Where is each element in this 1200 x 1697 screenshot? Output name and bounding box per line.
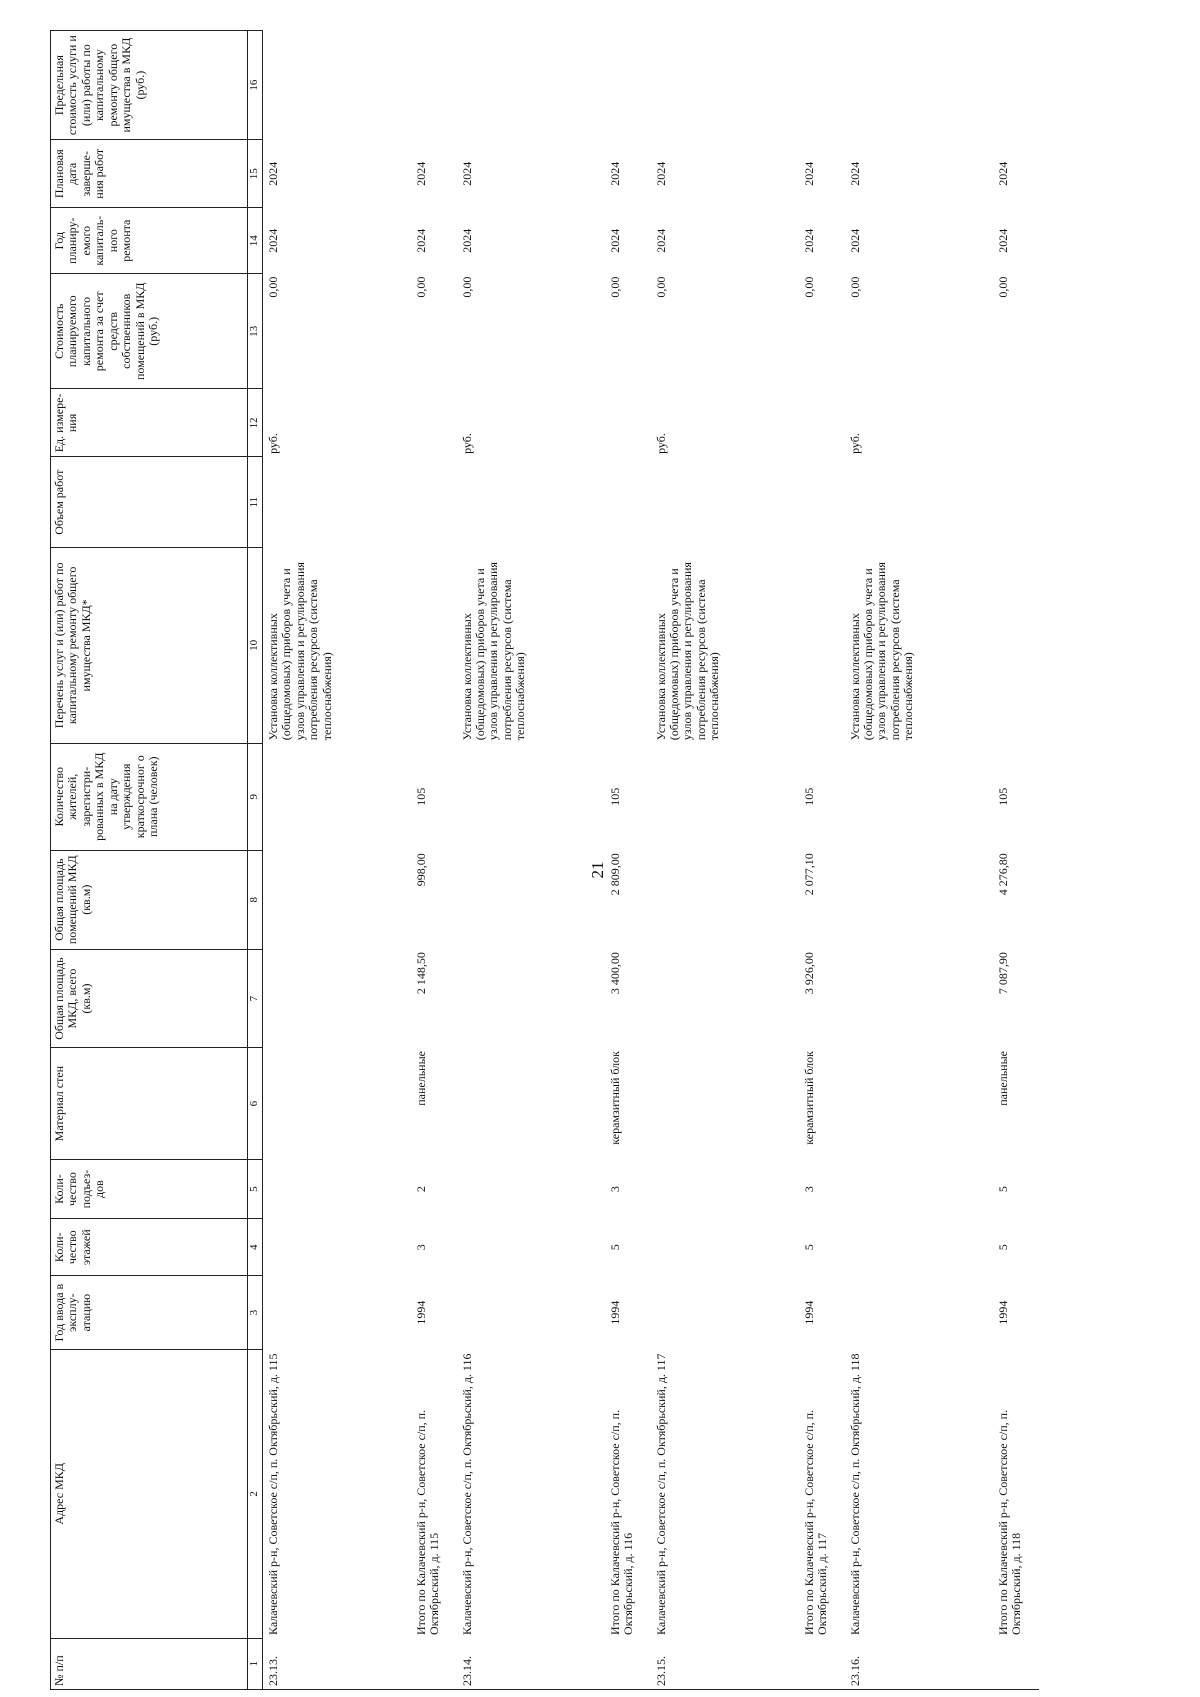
row-number: 23.13. [263,1638,413,1689]
empty-cell [413,389,457,457]
header-volume: Объем работ [51,457,248,548]
row-volume [457,457,607,548]
row-cost: 0,00 [653,276,668,298]
row-works: Установка коллективных (общедомовых) приборов учета и узлов управления и регулирования потребления ресурсов (система теплоснабжения) [459,562,528,741]
empty-cell [457,949,607,1048]
row-works: Установка коллективных (общедомовых) приборов учета и узлов управления и регулирования потребления ресурсов (система теплоснабжения) [653,562,722,741]
header-repair-year: Год планиру-емого капиталь-ного ремонта [51,208,248,274]
row-cost: 0,00 [847,276,862,298]
col-number: 8 [248,850,263,949]
empty-cell [651,1159,801,1219]
empty-cell [607,31,651,140]
col-number: 9 [248,743,263,850]
header-unit: Ед. измере-ния [51,389,248,457]
empty-cell [801,457,845,548]
row-repair-year: 2024 [653,228,668,253]
empty-cell [845,949,995,1048]
header-works: Перечень услуг и (или) работ по капитальному ремонту общего имущества МКД* [51,548,248,744]
table-body [263,31,1039,1690]
table-row-item [457,31,607,1690]
empty-cell [651,1276,801,1350]
header-row [51,31,248,1690]
total-end-date: 2024 [413,161,428,186]
empty-cell [263,1159,413,1219]
empty-cell [995,1638,1039,1689]
row-repair-year: 2024 [459,228,474,253]
col-number: 16 [248,31,263,140]
empty-cell [263,949,413,1048]
empty-cell [801,548,845,744]
total-area-premises: 2 809,00 [607,853,622,896]
empty-cell [801,1638,845,1689]
empty-cell [607,548,651,744]
total-wall-material: керамзитный блок [607,1051,622,1145]
empty-cell [995,389,1039,457]
row-end-date: 2024 [847,161,862,186]
table-row-total [995,31,1039,1690]
total-repair-year: 2024 [995,228,1010,253]
empty-cell [263,1048,413,1159]
empty-cell [457,1048,607,1159]
row-volume [845,457,995,548]
empty-cell [457,743,607,850]
total-entrances: 2 [413,1186,428,1193]
empty-cell [651,949,801,1048]
total-area-total: 3 400,00 [607,952,622,995]
row-max-cost [651,31,801,140]
column-number-row [248,31,263,1690]
row-max-cost [845,31,995,140]
total-label: Итого по Калачевский р-н, Советское с/п, п. Октябрьский, д. 116 [607,1409,635,1636]
row-end-date: 2024 [266,161,280,186]
row-address: Калачевский р-н, Советское с/п, п. Октябрьский, д. 118 [847,1353,862,1636]
total-entrances: 5 [995,1186,1010,1193]
total-label: Итого по Калачевский р-н, Советское с/п, п. Октябрьский, д. 118 [995,1409,1023,1636]
col-number: 5 [248,1159,263,1219]
row-works: Установка коллективных (общедомовых) приборов учета и узлов управления и регулирования потребления ресурсов (система теплоснабжения) [847,562,916,741]
col-number: 3 [248,1276,263,1350]
total-repair-year: 2024 [801,228,816,253]
empty-cell [845,1219,995,1276]
total-cost: 0,00 [995,276,1010,298]
row-volume [651,457,801,548]
total-repair-year: 2024 [413,228,428,253]
total-residents: 105 [413,787,428,806]
total-area-premises: 2 077,10 [801,853,816,896]
col-number: 13 [248,274,263,389]
total-residents: 105 [995,787,1010,806]
empty-cell [995,548,1039,744]
header-end-date: Плановая дата заверше-ния работ [51,140,248,208]
row-max-cost [263,31,413,140]
empty-cell [263,1276,413,1350]
total-wall-material: панельные [995,1051,1010,1106]
empty-cell [845,1048,995,1159]
total-end-date: 2024 [801,161,816,186]
total-year-built: 1994 [607,1300,622,1325]
total-cost: 0,00 [801,276,816,298]
repair-plan-table [50,30,1039,1690]
row-end-date: 2024 [653,161,668,186]
empty-cell [845,1276,995,1350]
header-address: Адрес МКД [51,1350,248,1638]
col-number: 11 [248,457,263,548]
row-number: 23.14. [457,1638,607,1689]
header-max-cost: Предельная стоимость услуги и (или) работы по капитальному ремонту общего имущества в МКД (руб.) [51,31,248,140]
col-number: 10 [248,548,263,744]
row-end-date: 2024 [459,161,474,186]
empty-cell [413,548,457,744]
empty-cell [995,31,1039,140]
total-area-total: 7 087,90 [995,952,1010,995]
row-unit: руб. [653,433,668,454]
total-wall-material: панельные [413,1051,428,1106]
row-address: Калачевский р-н, Советское с/п, п. Октябрьский, д. 115 [266,1353,280,1636]
row-max-cost [457,31,607,140]
empty-cell [651,743,801,850]
header-residents: Количество жителей, зарегистри-рованных в МКД на дату утверждения краткосрочног о плана (человек) [51,743,248,850]
empty-cell [413,1638,457,1689]
row-number: 23.16. [845,1638,995,1689]
rotated-page [50,30,1190,1690]
header-floors: Коли-чество этажей [51,1219,248,1276]
table-row-item [651,31,801,1690]
row-repair-year: 2024 [266,228,280,253]
total-residents: 105 [607,787,622,806]
total-floors: 5 [801,1244,816,1251]
total-label: Итого по Калачевский р-н, Советское с/п, п. Октябрьский, д. 117 [801,1409,829,1636]
empty-cell [651,850,801,949]
total-floors: 5 [995,1244,1010,1251]
total-end-date: 2024 [607,161,622,186]
total-area-total: 2 148,50 [413,952,428,995]
total-floors: 3 [413,1244,428,1251]
col-number: 7 [248,949,263,1048]
empty-cell [263,850,413,949]
empty-cell [457,1276,607,1350]
empty-cell [263,1219,413,1276]
empty-cell [801,31,845,140]
total-floors: 5 [607,1244,622,1251]
row-address: Калачевский р-н, Советское с/п, п. Октябрьский, д. 117 [653,1353,668,1636]
total-entrances: 3 [607,1186,622,1193]
empty-cell [607,1638,651,1689]
header-cost: Стоимость планируемого капитального ремонта за счет средств собственников помещений в МКД (руб.) [51,274,248,389]
header-area-premises: Общая площадь помещений МКД (кв.м) [51,850,248,949]
col-number: 15 [248,140,263,208]
header-wall-material: Материал стен [51,1048,248,1159]
total-end-date: 2024 [995,161,1010,186]
total-area-total: 3 926,00 [801,952,816,995]
row-cost: 0,00 [266,276,280,298]
row-address: Калачевский р-н, Советское с/п, п. Октябрьский, д. 116 [459,1353,474,1636]
table-row-item [263,31,413,1690]
empty-cell [845,743,995,850]
col-number: 14 [248,208,263,274]
row-unit: руб. [459,433,474,454]
total-year-built: 1994 [995,1300,1010,1325]
row-volume [263,457,413,548]
empty-cell [263,743,413,850]
empty-cell [457,1219,607,1276]
total-cost: 0,00 [413,276,428,298]
empty-cell [845,1159,995,1219]
total-year-built: 1994 [801,1300,816,1325]
empty-cell [651,1219,801,1276]
row-repair-year: 2024 [847,228,862,253]
total-cost: 0,00 [607,276,622,298]
empty-cell [607,457,651,548]
total-year-built: 1994 [413,1300,428,1325]
total-wall-material: керамзитный блок [801,1051,816,1145]
row-unit: руб. [266,433,280,454]
row-unit: руб. [847,433,862,454]
table-row-total [607,31,651,1690]
row-number: 23.15. [651,1638,801,1689]
total-area-premises: 998,00 [413,853,428,887]
total-repair-year: 2024 [607,228,622,253]
header-entrances: Коли-чество подъез-дов [51,1159,248,1219]
empty-cell [413,31,457,140]
empty-cell [845,850,995,949]
header-area-total: Общая площадь МКД, всего (кв.м) [51,949,248,1048]
empty-cell [457,1159,607,1219]
col-number: 6 [248,1048,263,1159]
col-number: 2 [248,1350,263,1638]
empty-cell [801,389,845,457]
empty-cell [413,457,457,548]
empty-cell [995,457,1039,548]
table-row-item [845,31,995,1690]
table-row-total [413,31,457,1690]
empty-cell [457,850,607,949]
empty-cell [607,389,651,457]
row-cost: 0,00 [459,276,474,298]
page-number: 21 [588,861,607,879]
col-number: 4 [248,1219,263,1276]
total-area-premises: 4 276,80 [995,853,1010,896]
header-year-built: Год ввода в эксплу-атацию [51,1276,248,1350]
total-residents: 105 [801,787,816,806]
row-works: Установка коллективных (общедомовых) приборов учета и узлов управления и регулирования потребления ресурсов (система теплоснабжения) [266,562,334,741]
empty-cell [651,1048,801,1159]
header-num: № п/п [51,1638,248,1689]
col-number: 1 [248,1638,263,1689]
total-label: Итого по Калачевский р-н, Советское с/п, п. Октябрьский, д. 115 [413,1409,441,1636]
total-entrances: 3 [801,1186,816,1193]
col-number: 12 [248,389,263,457]
table-row-total [801,31,845,1690]
